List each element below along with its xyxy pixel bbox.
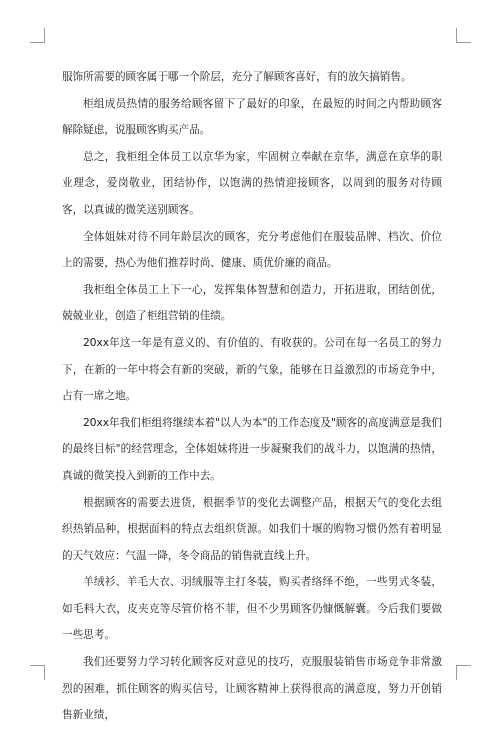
paragraph: 柜组成员热情的服务给顾客留下了最好的印象，在最短的时间之内帮助顾客解除疑虑，说服顾客购买产品。 [62, 97, 442, 137]
crop-mark-bottom-left [30, 665, 45, 680]
crop-mark-bottom-right [456, 665, 471, 680]
paragraph: 全体姐妹对待不同年龄层次的顾客，充分考虑他们在服装品牌、档次、价位上的需要，热心为他们推荐时尚、健康、质优价廉的商品。 [62, 230, 442, 270]
crop-mark-top-left [30, 28, 45, 43]
paragraph: 服饰所需要的顾客属于哪一个阶层，充分了解顾客喜好，有的放矢搞销售。 [62, 71, 412, 83]
paragraph: 根据顾客的需要去进货，根据季节的变化去调整产品，根据天气的变化去组织热销品种，根据面料的特点去组织货源。如我们十堰的购物习惯仍然有着明显的天气效应：气温一降，冬令商品的销售就直线上升。 [62, 496, 442, 562]
paragraph: 20xx年这一年是有意义的、有价值的、有收获的。公司在每一名员工的努力下，在新的一年中将会有新的突破，新的气象，能够在日益激烈的市场竞争中，占有一席之地。 [62, 336, 442, 403]
crop-mark-top-right [456, 28, 471, 43]
document-body [62, 64, 442, 729]
paragraph: 我柜组全体员工上下一心，发挥集体智慧和创造力，开拓进取，团结创优，兢兢业业，创造了柜组营销的佳绩。 [62, 283, 442, 323]
paragraph: 羊绒衫、羊毛大衣、羽绒服等主打冬装，购买者络绎不绝，一些男式冬装，如毛料大衣，皮夹克等尽管价格不菲，但不少男顾客仍慷慨解囊。今后我们要做一些思考。 [62, 576, 442, 642]
paragraph: 总之，我柜组全体员工以京华为家，牢固树立奉献在京华，满意在京华的职业理念，爱岗敬业，团结协作，以饱满的热情迎接顾客，以周到的服务对待顾客，以真诚的微笑送别顾客。 [62, 150, 442, 216]
paragraph: 20xx年我们柜组将继续本着"以人为本"的工作态度及"顾客的高度满意是我们的最终目标"的经营理念，全体姐妹将进一步凝聚我们的战斗力，以饱满的热情，真诚的微笑投入到新的工作中去。 [62, 416, 442, 482]
paragraph: 我们还要努力学习转化顾客反对意见的技巧，克服服装销售市场竞争非常激烈的困难，抓住顾客的购买信号，让顾客精神上获得很高的满意度，努力开创销售新业绩， [62, 656, 442, 722]
